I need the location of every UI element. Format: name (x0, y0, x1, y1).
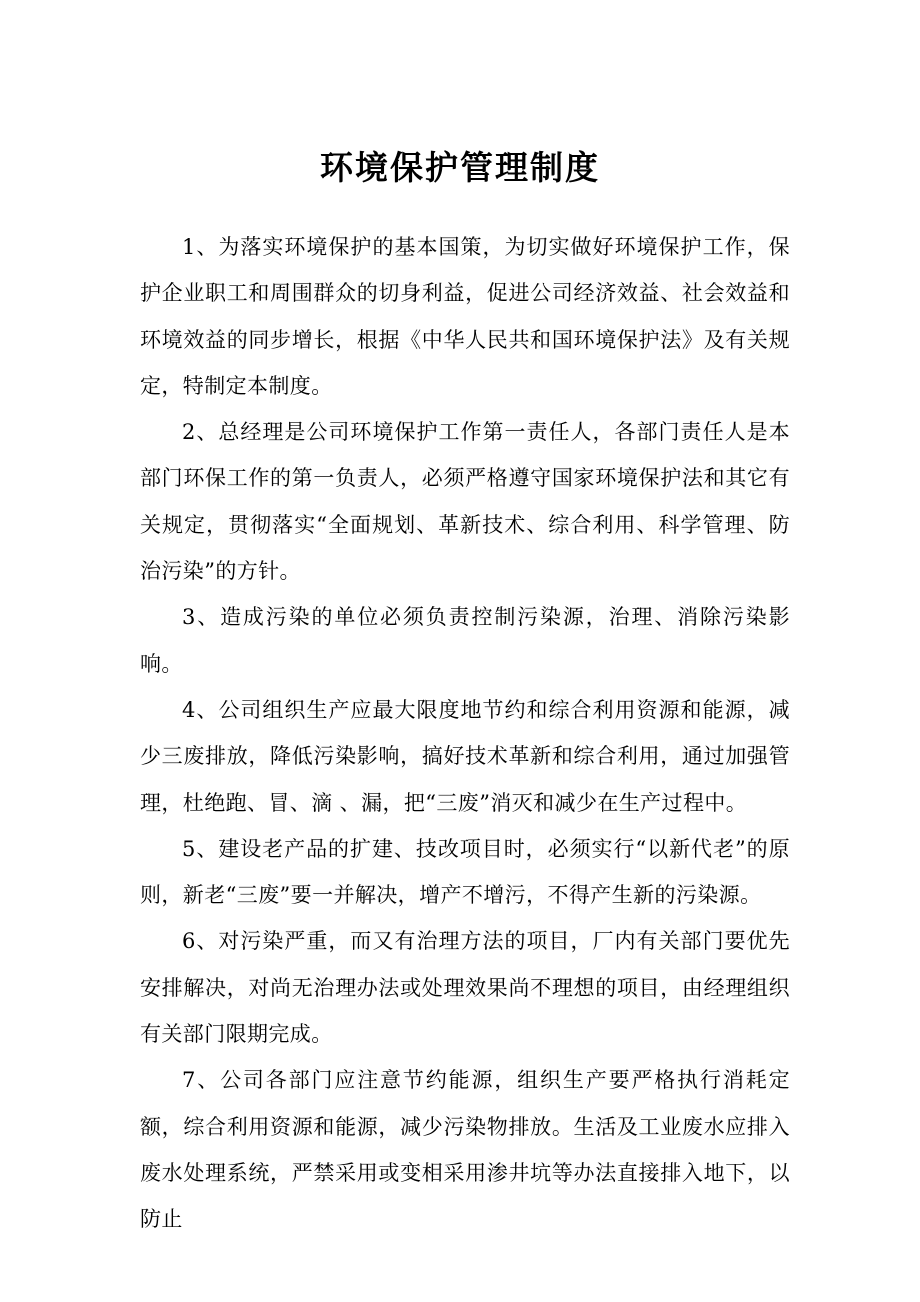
paragraph-3: 3、造成污染的单位必须负责控制污染源，治理、消除污染影响。 (140, 605, 790, 676)
paragraph-4: 4、公司组织生产应最大限度地节约和综合利用资源和能源，减少三废排放，降低污染影响，搞好技术革新和综合利用，通过加强管理，杜绝跑、冒、滴 、漏，把“三废”消灭和减少在生产过程中。 (140, 697, 790, 815)
paragraph-7: 7、公司各部门应注意节约能源，组织生产要严格执行消耗定额，综合利用资源和能源，减少污染物排放。生活及工业废水应排入废水处理系统，严禁采用或变相采用渗井坑等办法直接排入地下，以防止 (140, 1068, 790, 1232)
paragraph-1: 1、为落实环境保护的基本国策，为切实做好环境保护工作，保护企业职工和周围群众的切身利益，促进公司经济效益、社会效益和环境效益的同步增长，根据《中华人民共和国环境保护法》及有关规定，特制定本制度。 (140, 235, 790, 398)
document-title: 环境保护管理制度 (320, 148, 600, 187)
document-body (140, 224, 790, 1243)
paragraph-2: 2、总经理是公司环境保护工作第一责任人，各部门责任人是本部门环保工作的第一负责人，必须严格遵守国家环境保护法和其它有关规定，贯彻落实“全面规划、革新技术、综合利用、科学管理、防治污染”的方针。 (140, 420, 790, 584)
paragraph-6: 6、对污染严重，而又有治理方法的项目，厂内有关部门要优先安排解决，对尚无治理办法或处理效果尚不理想的项目，由经理组织有关部门限期完成。 (140, 929, 790, 1047)
paragraph-5: 5、建设老产品的扩建、技改项目时，必须实行“以新代老”的原则，新老“三废”要一并解决，增产不增污，不得产生新的污染源。 (140, 836, 790, 908)
